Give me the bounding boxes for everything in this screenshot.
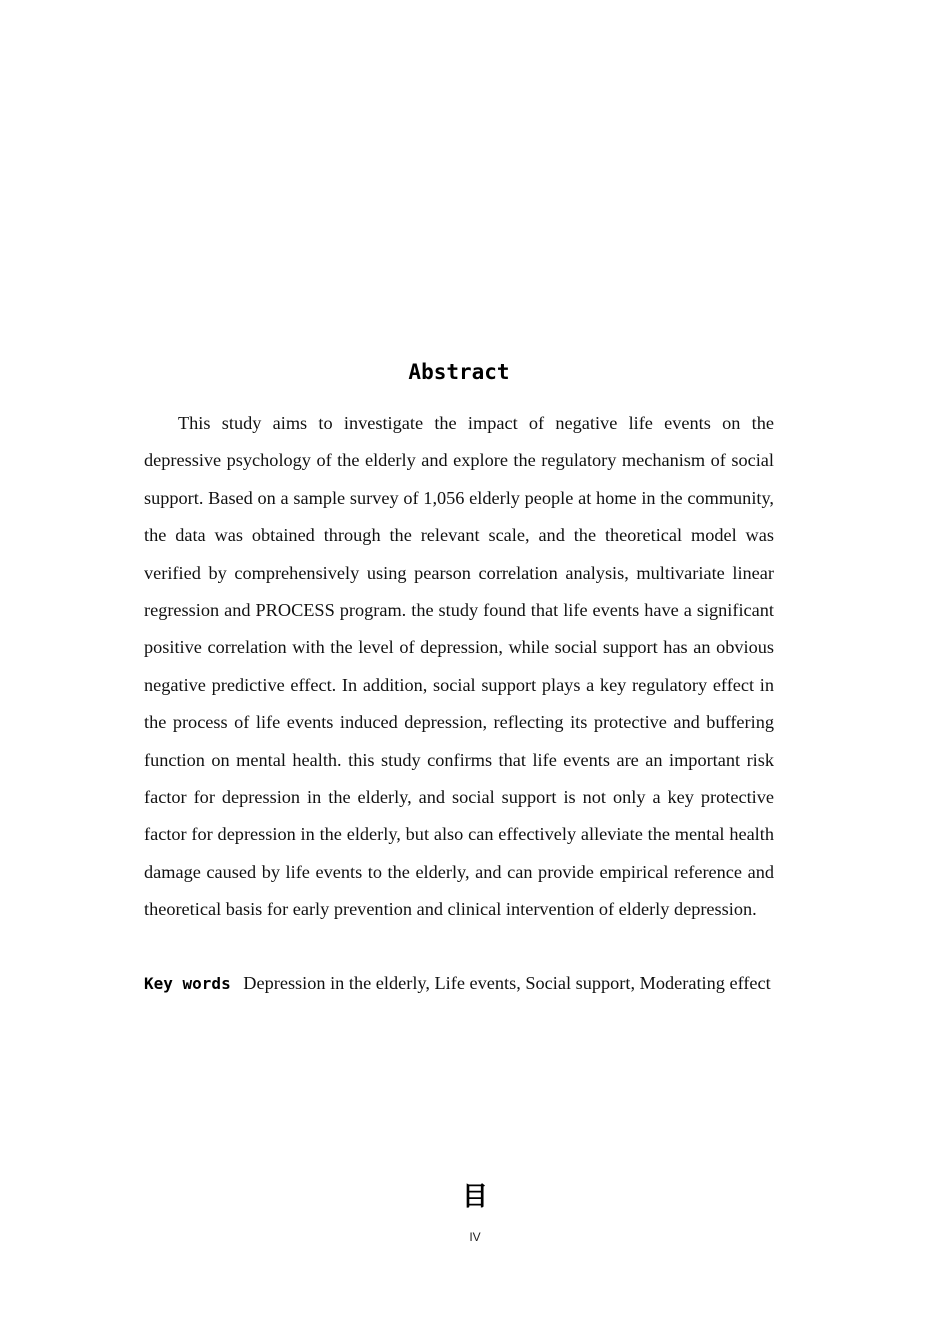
page-number: IV [469,1230,481,1244]
abstract-paragraph: This study aims to investigate the impact of negative life events on the depressive psychology of the elderly and explore the regulatory mechanism of social support. Based on a sample survey of 1,056 elderly people at home in the community, the data was obtained through the relevant scale, and the theoretical model was verified by comprehensively using pearson correlation analysis, multivariate linear regression and PROCESS program. the study found that life events have a significant positive correlation with the level of depression, while social support has an obvious negative predictive effect. In addition, social support plays a key regulatory effect in the process of life events induced depression, reflecting its protective and buffering function on mental health. this study confirms that life events are an important risk factor for depression in the elderly, and social support is not only a key protective factor for depression in the elderly, but also can effectively alleviate the mental health damage caused by life events to the elderly, and can provide empirical reference and theoretical basis for early prevention and clinical intervention of elderly depression. [144,413,774,920]
abstract-heading: Abstract [408,360,510,384]
footer-glyph: 目 [461,1182,488,1212]
keywords-line [144,965,774,1002]
keywords-label: Key words [144,974,231,993]
keywords-text: Depression in the elderly, Life events, Social support, Moderating effect [243,973,771,993]
